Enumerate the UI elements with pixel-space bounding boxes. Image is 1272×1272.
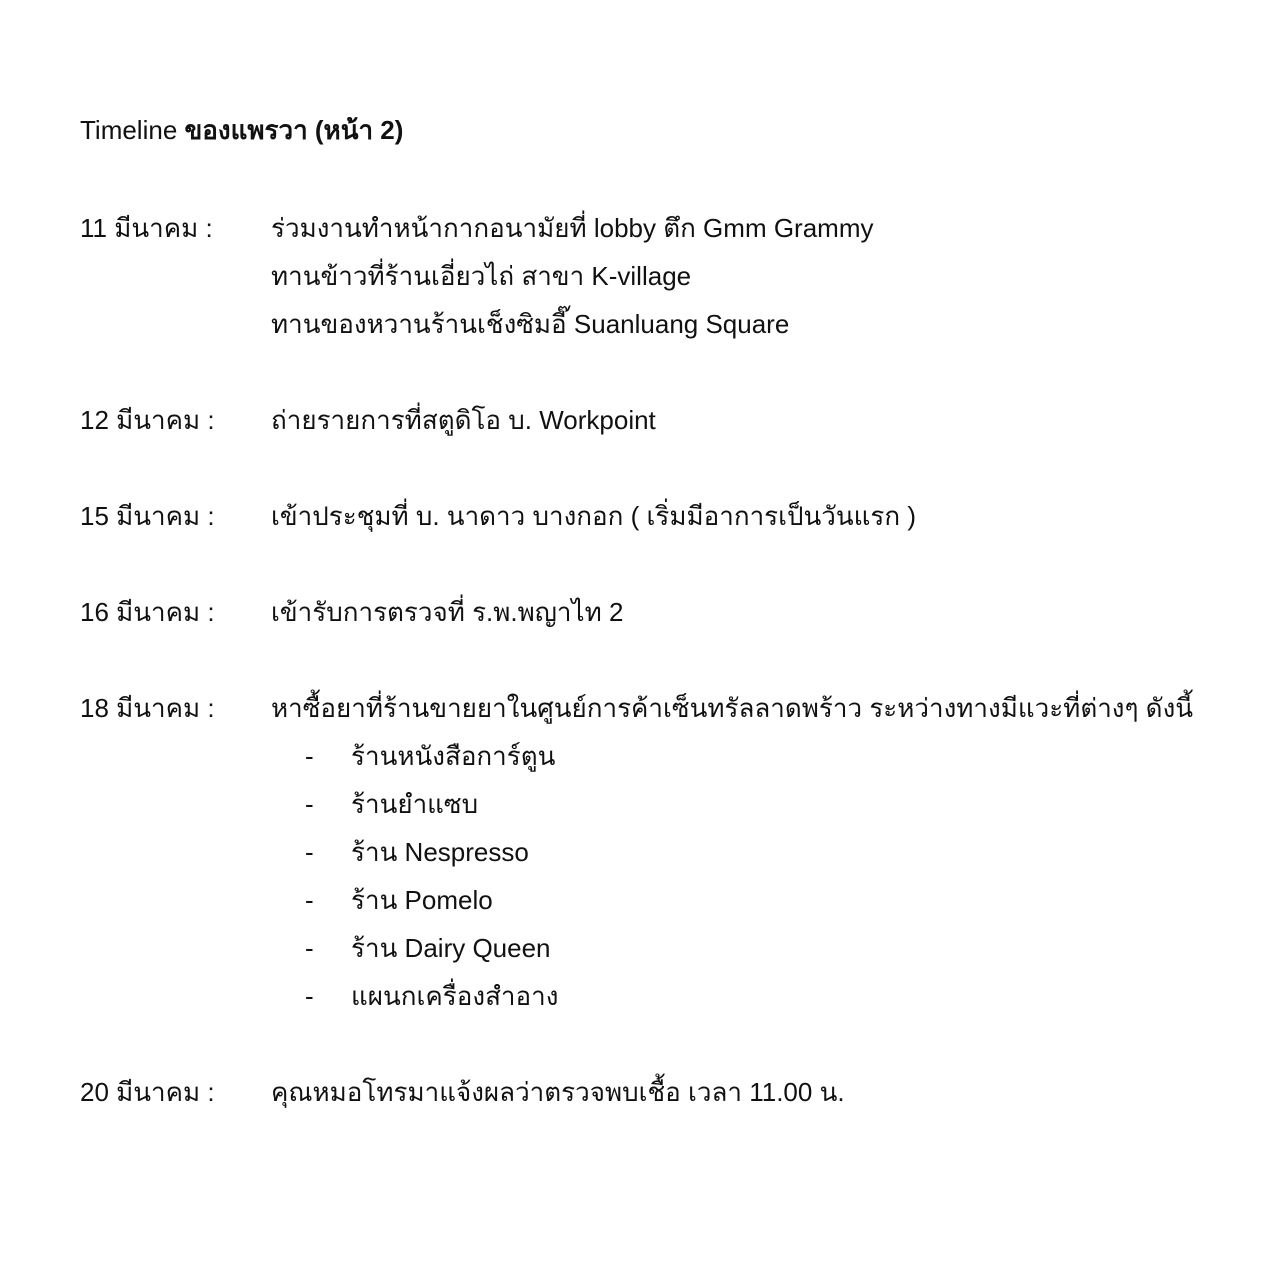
dash-bullet: - [305,981,314,1011]
entry-description [271,588,1251,636]
entry-line: เข้าประชุมที่ บ. นาดาว บางกอก ( เริ่มมีอาการเป็นวันแรก ) [271,501,917,531]
entry-date: 11 มีนาคม : [80,213,213,243]
dash-bullet: - [305,933,314,963]
list-item [271,732,1251,780]
dash-bullet: - [305,837,314,867]
list-item [271,876,1251,924]
dash-bullet: - [305,741,314,771]
entry-date: 15 มีนาคม : [80,501,215,531]
entry-line: ทานของหวานร้านเช็งซิมอี๊ Suanluang Square [271,309,790,339]
title-prefix: Timeline [80,115,178,145]
list-item-label: ร้าน Nespresso [351,837,529,867]
dash-bullet: - [305,885,314,915]
entry-date: 20 มีนาคม : [80,1077,215,1107]
list-item [271,828,1251,876]
list-item-label: แผนกเครื่องสำอาง [351,981,559,1011]
list-item-label: ร้าน Dairy Queen [351,933,551,963]
entry-description [271,396,1251,444]
entry-line: ร่วมงานทำหน้ากากอนามัยที่ lobby ตึก Gmm Grammy [271,213,874,243]
list-item-label: ร้าน Pomelo [351,885,493,915]
entry-description [271,204,1251,348]
entry-line: ทานข้าวที่ร้านเอี่ยวไถ่ สาขา K-village [271,261,692,291]
entry-line: คุณหมอโทรมาแจ้งผลว่าตรวจพบเชื้อ เวลา 11.00 น. [271,1077,845,1107]
entry-description [271,684,1251,1020]
list-item [271,780,1251,828]
entry-line: หาซื้อยาที่ร้านขายยาในศูนย์การค้าเซ็นทรัลลาดพร้าว ระหว่างทางมีแวะที่ต่างๆ ดังนี้ [271,693,1194,723]
title-thai: ของแพรวา (หน้า 2) [184,115,404,145]
entry-date: 12 มีนาคม : [80,405,215,435]
entry-date: 16 มีนาคม : [80,597,215,627]
entry-description [271,1068,1251,1116]
list-item [271,924,1251,972]
list-item-label: ร้านยำแซบ [351,789,479,819]
page-title [80,112,403,148]
entry-line: เข้ารับการตรวจที่ ร.พ.พญาไท 2 [271,597,624,627]
entry-line: ถ่ายรายการที่สตูดิโอ บ. Workpoint [271,405,656,435]
list-item [271,972,1251,1020]
entry-description [271,492,1251,540]
stop-list [271,732,1251,1020]
dash-bullet: - [305,789,314,819]
entry-date: 18 มีนาคม : [80,693,215,723]
list-item-label: ร้านหนังสือการ์ตูน [351,741,556,771]
